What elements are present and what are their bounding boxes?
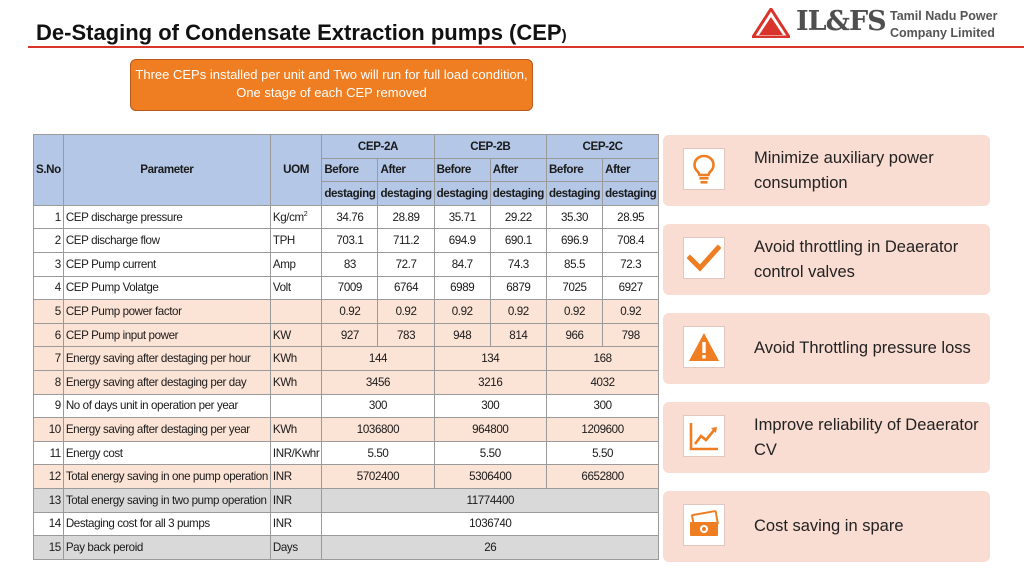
benefit-text: Cost saving in spare xyxy=(754,517,904,535)
header-uom: UOM xyxy=(270,135,321,206)
cell-value: 696.9 xyxy=(546,229,602,253)
logo-brand-text: IL&FS xyxy=(796,6,886,37)
cell-value: 708.4 xyxy=(603,229,659,253)
row-uom: KWh xyxy=(270,347,321,371)
table-row xyxy=(34,229,659,253)
benefit-card xyxy=(663,313,990,384)
row-parameter: CEP discharge pressure xyxy=(63,205,270,229)
row-parameter: CEP Pump current xyxy=(63,252,270,276)
benefit-text: Improve reliability of Deaerator CV xyxy=(754,415,979,459)
table-row xyxy=(34,488,659,512)
row-sno: 7 xyxy=(34,347,64,371)
row-uom: TPH xyxy=(270,229,321,253)
row-sno: 1 xyxy=(34,205,64,229)
row-parameter: CEP Pump power factor xyxy=(63,300,270,324)
row-sno: 9 xyxy=(34,394,64,418)
warning-icon xyxy=(687,331,721,363)
cell-value: 964800 xyxy=(434,418,546,442)
money-icon xyxy=(687,510,721,540)
slide-title xyxy=(36,20,567,46)
ilfs-triangle-logo-icon xyxy=(752,8,790,38)
row-parameter: Energy saving after destaging per day xyxy=(63,370,270,394)
benefit-card xyxy=(663,224,990,295)
cell-value: 28.95 xyxy=(603,205,659,229)
cell-value: 0.92 xyxy=(434,300,490,324)
row-uom: KW xyxy=(270,323,321,347)
cell-value: 168 xyxy=(546,347,658,371)
row-uom: Volt xyxy=(270,276,321,300)
cell-value: 927 xyxy=(322,323,378,347)
header-sno: S.No xyxy=(34,135,64,206)
row-sno: 15 xyxy=(34,536,64,560)
row-sno: 5 xyxy=(34,300,64,324)
table-row xyxy=(34,465,659,489)
info-callout: Three CEPs installed per unit and Two will run for full load condition, One stage of each CEP removed xyxy=(130,59,533,111)
table-row xyxy=(34,323,659,347)
row-parameter: CEP Pump Volatge xyxy=(63,276,270,300)
slide-title-text: De-Staging of Condensate Extraction pumps (CEP xyxy=(36,20,562,45)
table-row xyxy=(34,512,659,536)
header-before-sub: destaging xyxy=(322,182,378,206)
table-row xyxy=(34,441,659,465)
table-row xyxy=(34,418,659,442)
header-before: Before xyxy=(322,158,378,182)
table-row xyxy=(34,347,659,371)
cell-value: 3456 xyxy=(322,370,434,394)
lightbulb-icon xyxy=(689,153,719,185)
header-cep-2c: CEP-2C xyxy=(546,135,658,159)
uom-superscript: 2 xyxy=(303,210,308,218)
table-row xyxy=(34,276,659,300)
cell-value: 3216 xyxy=(434,370,546,394)
header-before: Before xyxy=(546,158,602,182)
table-row xyxy=(34,205,659,229)
row-uom: INR xyxy=(270,465,321,489)
row-uom: KWh xyxy=(270,418,321,442)
cell-value: 1209600 xyxy=(546,418,658,442)
cell-value: 35.30 xyxy=(546,205,602,229)
cell-value: 5306400 xyxy=(434,465,546,489)
row-sno: 11 xyxy=(34,441,64,465)
cell-value: 34.76 xyxy=(322,205,378,229)
row-sno: 3 xyxy=(34,252,64,276)
row-uom: INR xyxy=(270,512,321,536)
cell-value: 966 xyxy=(546,323,602,347)
table-row xyxy=(34,252,659,276)
table-row xyxy=(34,394,659,418)
cell-value: 6989 xyxy=(434,276,490,300)
cell-value: 0.92 xyxy=(546,300,602,324)
benefit-icon-box xyxy=(683,237,725,279)
cell-value: 1036740 xyxy=(322,512,659,536)
header-parameter: Parameter xyxy=(63,135,270,206)
benefit-card xyxy=(663,491,990,562)
cell-value: 300 xyxy=(546,394,658,418)
cell-value: 74.3 xyxy=(490,252,546,276)
header-after-sub: destaging xyxy=(490,182,546,206)
row-uom: Amp xyxy=(270,252,321,276)
cell-value: 29.22 xyxy=(490,205,546,229)
header-after-sub: destaging xyxy=(603,182,659,206)
row-parameter: CEP discharge flow xyxy=(63,229,270,253)
cell-value: 7025 xyxy=(546,276,602,300)
title-underline xyxy=(28,46,1024,48)
row-uom xyxy=(270,300,321,324)
cell-value: 72.3 xyxy=(603,252,659,276)
header-after: After xyxy=(378,158,434,182)
cell-value: 300 xyxy=(434,394,546,418)
row-uom: INR xyxy=(270,488,321,512)
cell-value: 0.92 xyxy=(378,300,434,324)
row-sno: 14 xyxy=(34,512,64,536)
header-cep-2a: CEP-2A xyxy=(322,135,434,159)
cell-value: 703.1 xyxy=(322,229,378,253)
header-before: Before xyxy=(434,158,490,182)
row-parameter: Pay back peroid xyxy=(63,536,270,560)
table-row xyxy=(34,536,659,560)
benefit-card xyxy=(663,135,990,206)
cell-value: 6879 xyxy=(490,276,546,300)
cell-value: 26 xyxy=(322,536,659,560)
cell-value: 6764 xyxy=(378,276,434,300)
cell-value: 134 xyxy=(434,347,546,371)
row-parameter: CEP Pump input power xyxy=(63,323,270,347)
cell-value: 948 xyxy=(434,323,490,347)
cell-value: 690.1 xyxy=(490,229,546,253)
trend-chart-icon xyxy=(688,420,720,452)
cell-value: 1036800 xyxy=(322,418,434,442)
row-parameter: No of days unit in operation per year xyxy=(63,394,270,418)
cell-value: 5702400 xyxy=(322,465,434,489)
header-after-sub: destaging xyxy=(378,182,434,206)
company-name xyxy=(890,8,997,42)
row-sno: 10 xyxy=(34,418,64,442)
cell-value: 711.2 xyxy=(378,229,434,253)
cell-value: 85.5 xyxy=(546,252,602,276)
benefit-icon-box xyxy=(683,415,725,457)
slide-title-tail: ) xyxy=(561,27,567,44)
table-row xyxy=(34,370,659,394)
cell-value: 35.71 xyxy=(434,205,490,229)
cell-value: 6652800 xyxy=(546,465,658,489)
cell-value: 5.50 xyxy=(322,441,434,465)
row-parameter: Destaging cost for all 3 pumps xyxy=(63,512,270,536)
cell-value: 798 xyxy=(603,323,659,347)
row-uom: KWh xyxy=(270,370,321,394)
cell-value: 694.9 xyxy=(434,229,490,253)
cell-value: 783 xyxy=(378,323,434,347)
cell-value: 300 xyxy=(322,394,434,418)
row-parameter: Total energy saving in two pump operation xyxy=(63,488,270,512)
row-sno: 12 xyxy=(34,465,64,489)
table-row xyxy=(34,300,659,324)
cell-value: 0.92 xyxy=(603,300,659,324)
cep-destaging-table xyxy=(33,134,659,560)
row-sno: 13 xyxy=(34,488,64,512)
header-after: After xyxy=(603,158,659,182)
benefit-icon-box xyxy=(683,148,725,190)
cell-value: 144 xyxy=(322,347,434,371)
row-sno: 2 xyxy=(34,229,64,253)
benefit-card xyxy=(663,402,990,473)
benefit-text: Minimize auxiliary power consumption xyxy=(754,148,934,192)
cell-value: 7009 xyxy=(322,276,378,300)
cell-value: 28.89 xyxy=(378,205,434,229)
benefit-text: Avoid Throttling pressure loss xyxy=(754,339,971,357)
company-logo xyxy=(752,6,1024,42)
cell-value: 814 xyxy=(490,323,546,347)
cell-value: 5.50 xyxy=(434,441,546,465)
cell-value: 72.7 xyxy=(378,252,434,276)
company-name-line2: Company Limited xyxy=(890,26,995,40)
cell-value: 6927 xyxy=(603,276,659,300)
cell-value: 11774400 xyxy=(322,488,659,512)
row-parameter: Energy cost xyxy=(63,441,270,465)
row-uom: Days xyxy=(270,536,321,560)
cell-value: 5.50 xyxy=(546,441,658,465)
header-cep-2b: CEP-2B xyxy=(434,135,546,159)
cell-value: 4032 xyxy=(546,370,658,394)
row-sno: 4 xyxy=(34,276,64,300)
header-after: After xyxy=(490,158,546,182)
uom-text: Kg/cm xyxy=(272,210,304,224)
row-uom: INR/Kwhr xyxy=(270,441,321,465)
row-parameter: Energy saving after destaging per year xyxy=(63,418,270,442)
cell-value: 0.92 xyxy=(490,300,546,324)
row-uom xyxy=(270,205,321,229)
header-before-sub: destaging xyxy=(546,182,602,206)
checkmark-icon xyxy=(687,243,721,273)
row-sno: 6 xyxy=(34,323,64,347)
row-uom xyxy=(270,394,321,418)
cell-value: 0.92 xyxy=(322,300,378,324)
header-before-sub: destaging xyxy=(434,182,490,206)
cell-value: 84.7 xyxy=(434,252,490,276)
company-name-line1: Tamil Nadu Power xyxy=(890,9,998,23)
benefit-icon-box xyxy=(683,326,725,368)
row-parameter: Total energy saving in one pump operation xyxy=(63,465,270,489)
row-parameter: Energy saving after destaging per hour xyxy=(63,347,270,371)
cell-value: 83 xyxy=(322,252,378,276)
benefit-icon-box xyxy=(683,504,725,546)
benefit-text: Avoid throttling in Deaerator control valves xyxy=(754,237,959,281)
row-sno: 8 xyxy=(34,370,64,394)
